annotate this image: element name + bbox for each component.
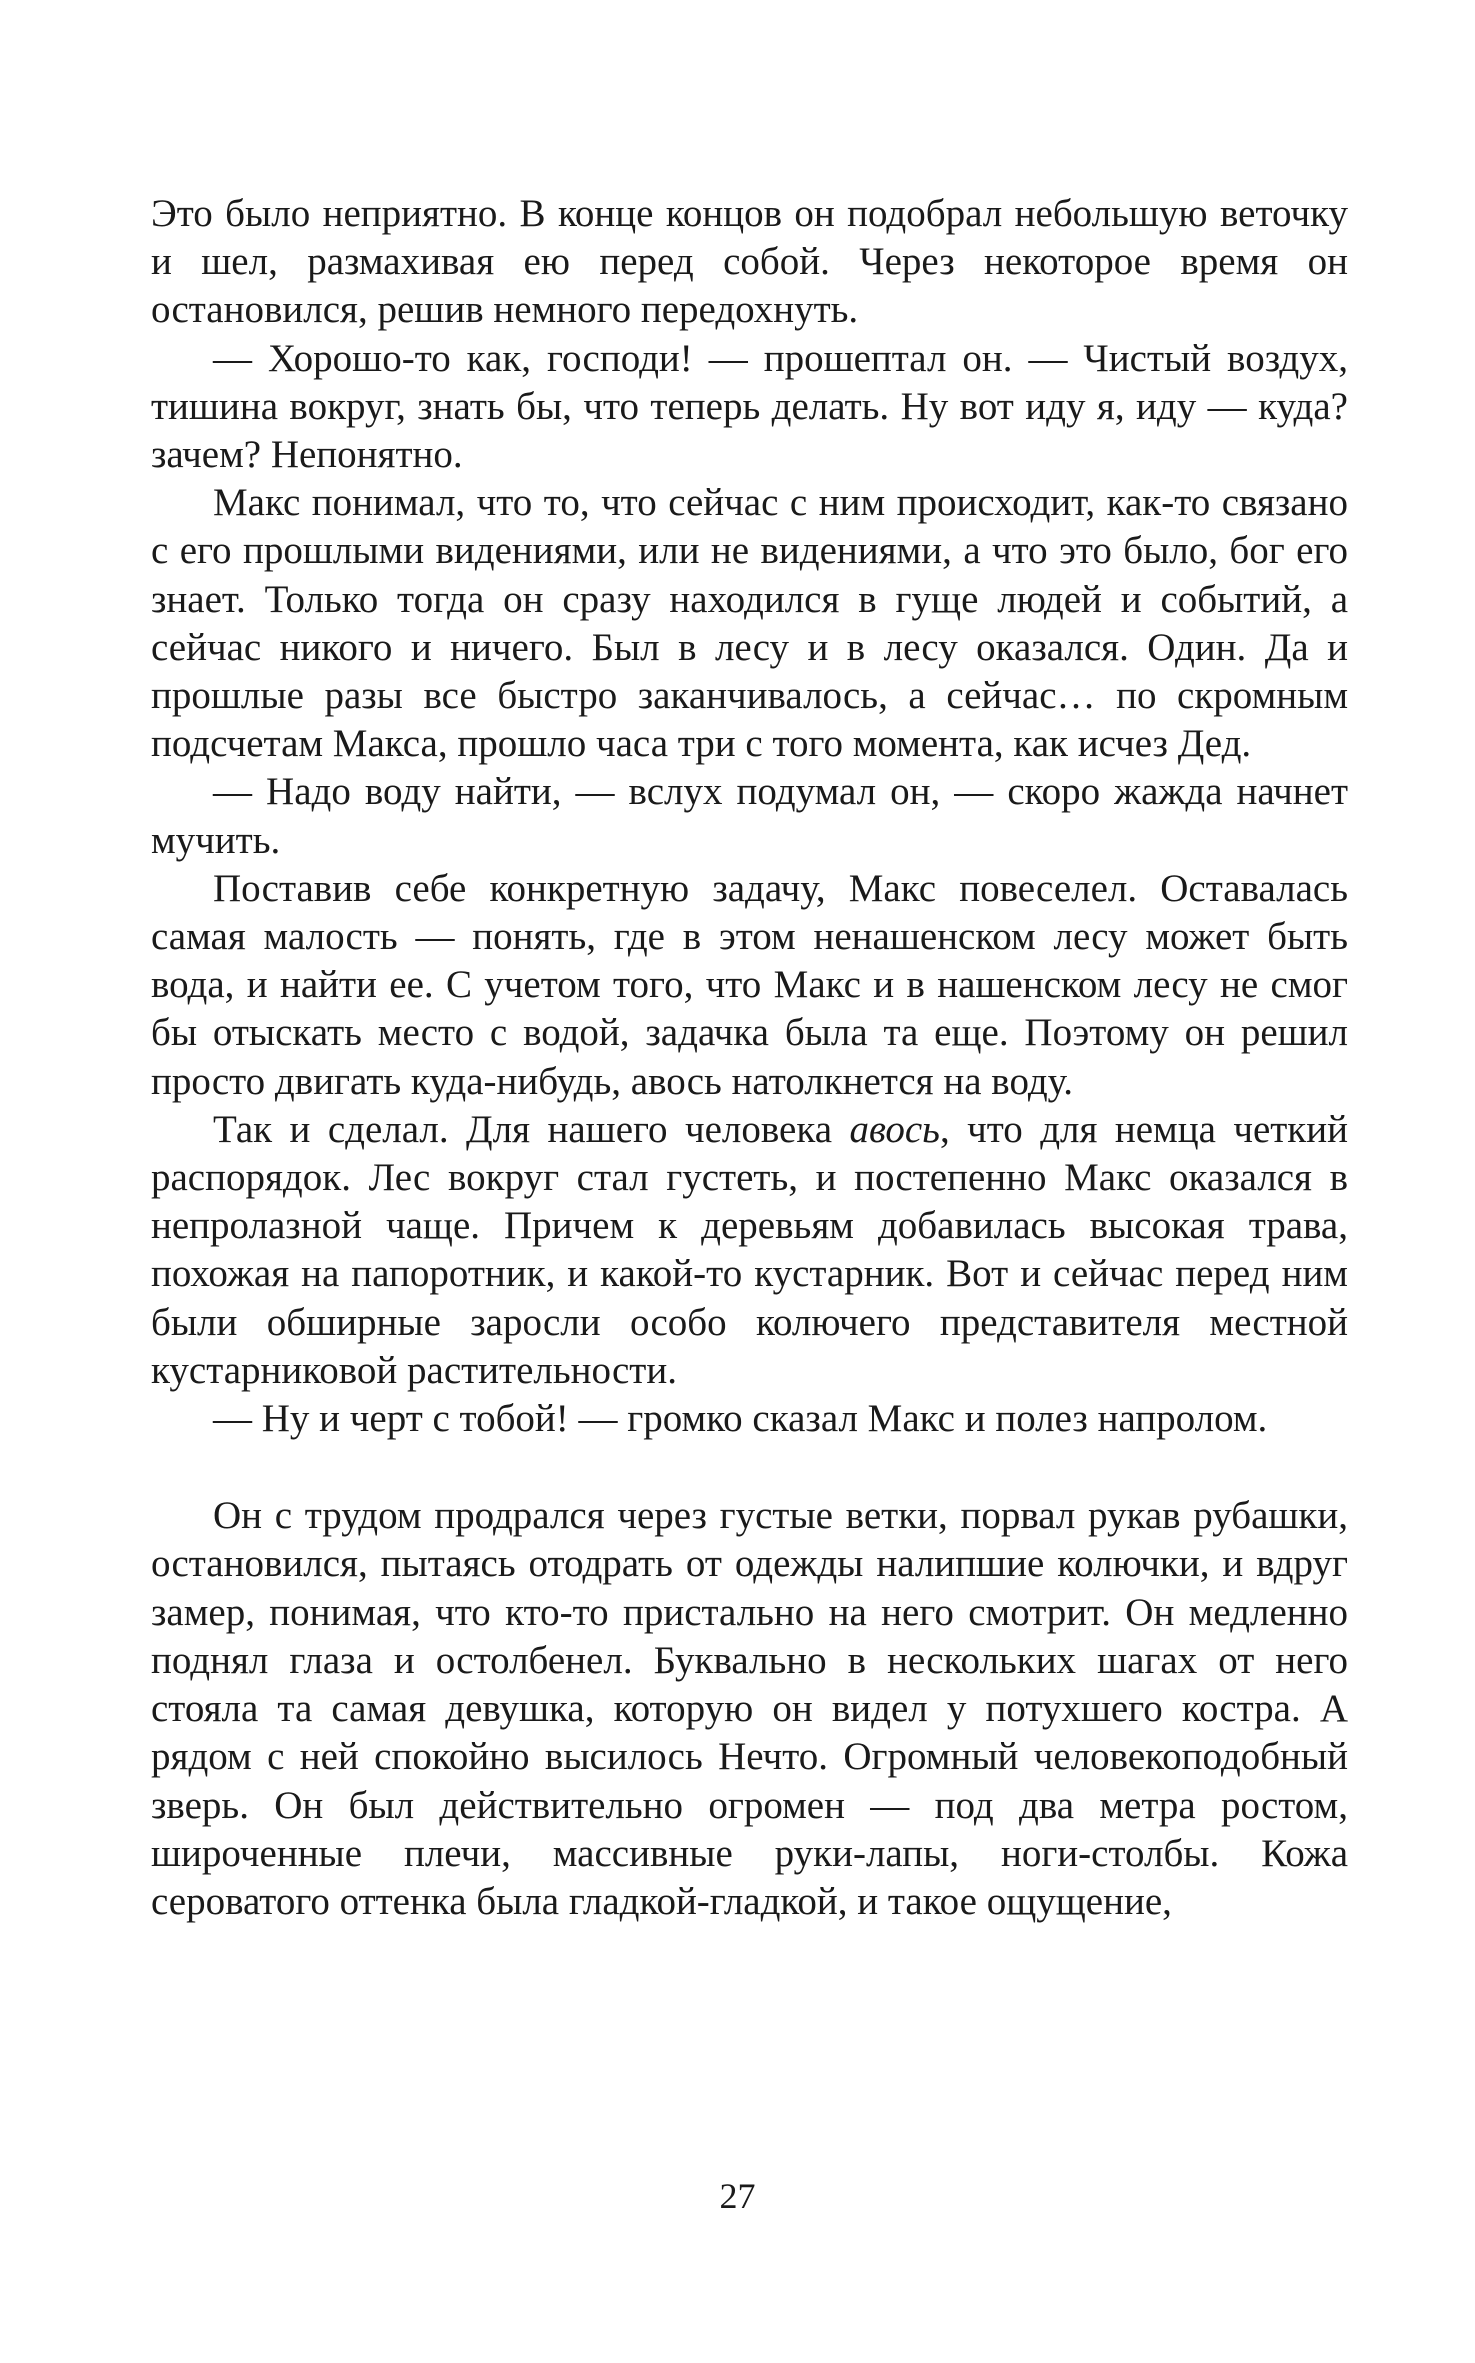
section-break (151, 1443, 1348, 1492)
paragraph-5: Поставив себе конкретную задачу, Макс повеселел. Оставалась самая малость — понять, где в этом ненашенском лесу может быть вода, и найти ее. С учетом того, что Макс и в нашенском лесу не смог бы отыскать место с водой, задачка была та еще. Поэтому он решил просто двигать куда-нибудь, авось натолкнется на воду. (151, 866, 1348, 1103)
paragraph-7: — Ну и черт с тобой! — громко сказал Макс и полез напролом. (213, 1397, 1268, 1441)
page-number: 27 (719, 2176, 756, 2216)
page-body (151, 190, 1348, 1926)
paragraph-6-italic-word: авось (849, 1107, 940, 1151)
paragraph-6 (151, 1106, 1348, 1395)
paragraph-3: Макс понимал, что то, что сейчас с ним происходит, как-то связано с его прошлыми видениями, или не видениями, а что это было, бог его знает. Только тогда он сразу находился в гуще людей и событий, а сейчас никого и ничего. Был в лесу и в лесу оказался. Один. Да и прошлые разы все быстро заканчивалось, а сейчас… по скромным подсчетам Макса, прошло часа три с того момента, как исчез Дед. (151, 481, 1348, 766)
paragraph-8: Он с трудом продрался через густые ветки, порвал рукав рубашки, остановился, пытаясь отодрать от одежды налипшие колючки, и вдруг замер, понимая, что кто-то пристально на него смотрит. Он медленно поднял глаза и остолбенел. Буквально в нескольких шагах от него стояла та самая девушка, которую он видел у потухшего костра. А рядом с ней спокойно высилось Нечто. Огромный человекоподобный зверь. Он был действительно огромен — под два метра ростом, широченные плечи, массивные руки-лапы, ноги-столбы. Кожа сероватого оттенка была гладкой-гладкой, и такое ощущение, (151, 1494, 1348, 1923)
paragraph-1: Это было неприятно. В конце концов он подобрал небольшую веточку и шел, размахивая ею перед собой. Через некоторое время он остановился, решив немного передохнуть. (151, 192, 1348, 332)
paragraph-4: — Надо воду найти, — вслух подумал он, — скоро жажда начнет мучить. (151, 770, 1348, 862)
paragraph-2: — Хорошо-то как, господи! — прошептал он. — Чистый воздух, тишина вокруг, знать бы, что теперь делать. Ну вот иду я, иду — куда? зачем? Непонятно. (151, 336, 1348, 477)
paragraph-6-start: Так и сделал. Для нашего человека (213, 1107, 850, 1151)
paragraph-6-end: , что для немца четкий распорядок. Лес вокруг стал густеть, и постепенно Макс оказался в непролазной чаще. Причем к деревьям добавилась высокая трава, похожая на папоротник, и какой-то кустарник. Вот и сейчас перед ним были обширные заросли особо колючего представителя местной кустарниковой растительности. (151, 1107, 1348, 1392)
